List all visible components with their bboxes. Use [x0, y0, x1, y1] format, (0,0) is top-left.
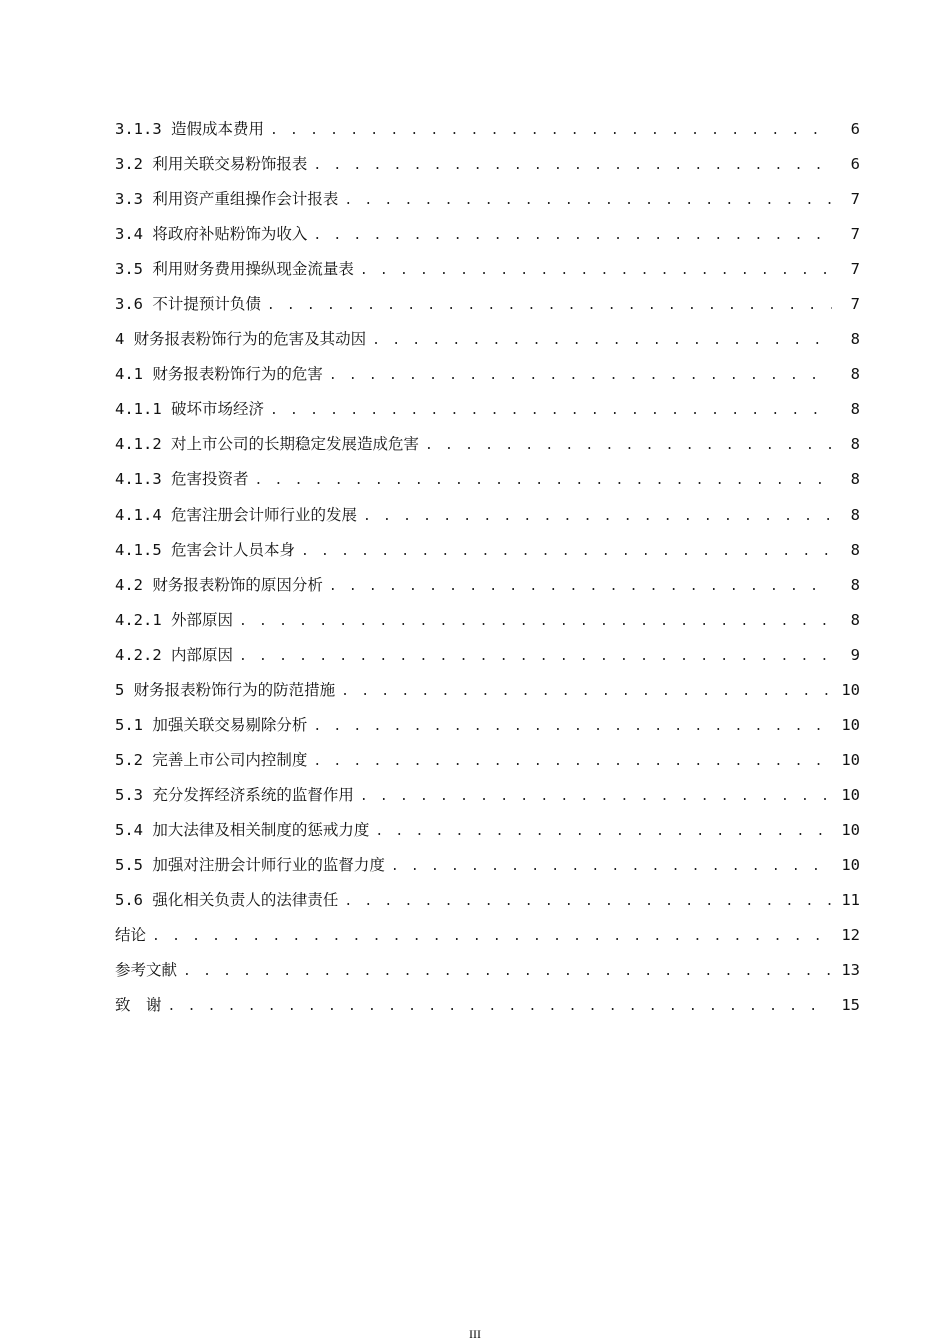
toc-entry-page: 6 [850, 155, 860, 174]
toc-entry-title: 4.2.2 内部原因 [115, 645, 233, 664]
toc-entry-title: 4.1.2 对上市公司的长期稳定发展造成危害 [115, 435, 419, 454]
toc-dot-leader [360, 779, 832, 814]
toc-dot-leader [270, 113, 832, 148]
toc-entry-page: 8 [850, 610, 860, 629]
toc-entry-page: 10 [841, 715, 860, 734]
page-number: III [469, 1327, 481, 1341]
toc-entry-title: 3.4 将政府补贴粉饰为收入 [115, 225, 308, 244]
toc-dot-leader [183, 954, 832, 989]
toc-entry[interactable] [115, 778, 860, 813]
toc-entry[interactable] [115, 883, 860, 918]
toc-entry-page: 7 [850, 225, 860, 244]
toc-entry-page: 8 [850, 365, 860, 384]
toc-dot-leader [267, 288, 832, 323]
toc-entry[interactable] [115, 112, 860, 147]
toc-entry[interactable] [115, 813, 860, 848]
toc-dot-leader [360, 253, 832, 288]
toc-entry[interactable] [115, 988, 860, 1023]
toc-entry-title: 4.1.4 危害注册会计师行业的发展 [115, 505, 357, 524]
toc-entry[interactable] [115, 708, 860, 743]
toc-entry-page: 8 [850, 330, 860, 349]
toc-dot-leader [270, 393, 832, 428]
toc-dot-leader [425, 428, 832, 463]
toc-entry[interactable] [115, 743, 860, 778]
toc-entry-page: 7 [850, 260, 860, 279]
toc-entry[interactable] [115, 322, 860, 357]
toc-entry-page: 11 [841, 891, 860, 910]
toc-entry-page: 8 [850, 575, 860, 594]
toc-entry-page: 8 [850, 400, 860, 419]
toc-dot-leader [313, 218, 832, 253]
toc-entry[interactable] [115, 427, 860, 462]
toc-entry-page: 15 [841, 996, 860, 1015]
toc-dot-leader [341, 674, 832, 709]
table-of-contents [115, 112, 860, 1023]
toc-entry-title: 致 谢 [115, 996, 162, 1015]
toc-entry[interactable] [115, 392, 860, 427]
toc-dot-leader [313, 709, 832, 744]
toc-entry-page: 8 [850, 505, 860, 524]
toc-entry-page: 7 [850, 295, 860, 314]
toc-entry[interactable] [115, 147, 860, 182]
toc-entry[interactable] [115, 217, 860, 252]
toc-dot-leader [313, 744, 832, 779]
toc-entry-title: 5.1 加强关联交易剔除分析 [115, 715, 308, 734]
toc-entry[interactable] [115, 252, 860, 287]
toc-dot-leader [301, 534, 832, 569]
toc-entry-title: 4.1.3 危害投资者 [115, 470, 249, 489]
toc-entry-title: 3.1.3 造假成本费用 [115, 120, 264, 138]
toc-entry-title: 4 财务报表粉饰行为的危害及其动因 [115, 330, 367, 349]
toc-entry-page: 6 [850, 120, 860, 138]
toc-entry[interactable] [115, 462, 860, 497]
toc-dot-leader [372, 323, 832, 358]
toc-entry-title: 4.2 财务报表粉饰的原因分析 [115, 575, 323, 594]
toc-entry-title: 3.2 利用关联交易粉饰报表 [115, 155, 308, 174]
toc-entry-title: 5.4 加大法律及相关制度的惩戒力度 [115, 820, 370, 839]
toc-dot-leader [152, 919, 832, 954]
toc-entry[interactable] [115, 182, 860, 217]
toc-dot-leader [313, 148, 832, 183]
toc-dot-leader [168, 989, 832, 1024]
toc-dot-leader [344, 884, 832, 919]
toc-entry[interactable] [115, 953, 860, 988]
toc-entry-page: 10 [841, 855, 860, 874]
toc-entry[interactable] [115, 498, 860, 533]
toc-entry[interactable] [115, 638, 860, 673]
toc-dot-leader [239, 639, 832, 674]
toc-entry-title: 参考文献 [115, 961, 178, 980]
toc-entry-title: 5.2 完善上市公司内控制度 [115, 750, 308, 769]
toc-entry-page: 10 [841, 750, 860, 769]
toc-dot-leader [329, 569, 832, 604]
toc-entry[interactable] [115, 357, 860, 392]
toc-entry-title: 结论 [115, 926, 147, 945]
toc-entry-title: 4.1 财务报表粉饰行为的危害 [115, 365, 323, 384]
toc-entry-page: 7 [850, 190, 860, 209]
toc-entry-page: 8 [850, 435, 860, 454]
toc-entry-title: 5.5 加强对注册会计师行业的监督力度 [115, 855, 385, 874]
toc-entry[interactable] [115, 533, 860, 568]
toc-entry-page: 10 [841, 785, 860, 804]
toc-entry-page: 10 [841, 680, 860, 699]
toc-dot-leader [255, 463, 833, 498]
toc-entry[interactable] [115, 918, 860, 953]
toc-entry-title: 5.3 充分发挥经济系统的监督作用 [115, 785, 354, 804]
toc-entry-title: 5.6 强化相关负责人的法律责任 [115, 891, 339, 910]
toc-entry[interactable] [115, 848, 860, 883]
toc-entry[interactable] [115, 287, 860, 322]
toc-entry-title: 5 财务报表粉饰行为的防范措施 [115, 680, 336, 699]
toc-entry-title: 3.5 利用财务费用操纵现金流量表 [115, 260, 354, 279]
toc-entry-title: 3.3 利用资产重组操作会计报表 [115, 190, 339, 209]
toc-entry-page: 12 [841, 926, 860, 945]
toc-dot-leader [329, 358, 832, 393]
toc-dot-leader [363, 499, 832, 534]
toc-dot-leader [391, 849, 832, 884]
toc-entry-page: 13 [841, 961, 860, 980]
toc-entry-title: 4.1.1 破坏市场经济 [115, 400, 264, 419]
toc-entry[interactable] [115, 568, 860, 603]
toc-dot-leader [375, 814, 832, 849]
toc-dot-leader [344, 183, 832, 218]
toc-entry-page: 8 [850, 470, 860, 489]
toc-entry-page: 9 [850, 645, 860, 664]
toc-entry-title: 4.2.1 外部原因 [115, 610, 233, 629]
toc-entry-page: 10 [841, 820, 860, 839]
toc-entry[interactable] [115, 673, 860, 708]
toc-entry-title: 4.1.5 危害会计人员本身 [115, 540, 295, 559]
toc-dot-leader [239, 604, 832, 639]
toc-entry-title: 3.6 不计提预计负债 [115, 295, 261, 314]
toc-entry-page: 8 [850, 540, 860, 559]
toc-entry[interactable] [115, 603, 860, 638]
